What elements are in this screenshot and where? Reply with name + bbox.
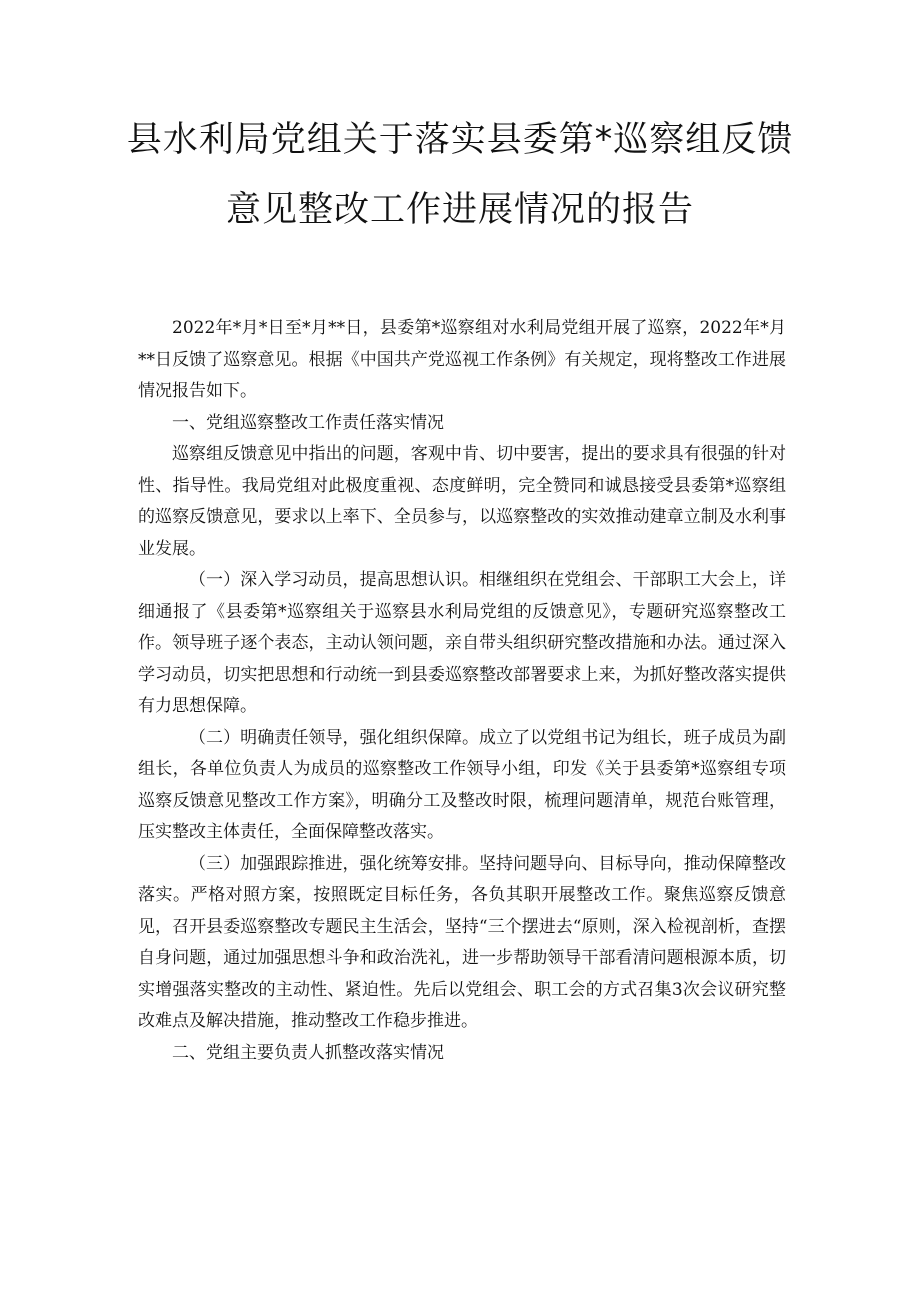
- document-title-line-2: 意见整改工作进展情况的报告: [225, 190, 694, 230]
- document-body: [138, 313, 786, 1069]
- subsection-2-paragraph: （二）明确责任领导，强化组织保障。成立了以党组书记为组长，班子成员为副组长，各单位负责人为成员的巡察整改工作领导小组，印发《关于县委第*巡察组专项巡察反馈意见整改工作方案》，明确分工及整改时限，梳理问题清单，规范台账管理，压实整改主体责任，全面保障整改落实。: [138, 727, 786, 842]
- section-1-paragraph: 巡察组反馈意见中指出的问题，客观中肯、切中要害，提出的要求具有很强的针对性、指导性。我局党组对此极度重视、态度鲜明，完全赞同和诚恳接受县委第*巡察组的巡察反馈意见，要求以上率下、全员参与，以巡察整改的实效推动建章立制及水利事业发展。: [138, 444, 786, 559]
- section-heading-1: 一、党组巡察整改工作责任落实情况: [172, 412, 444, 433]
- intro-paragraph: 2022年*月*日至*月**日，县委第*巡察组对水利局党组开展了巡察，2022年*月**日反馈了巡察意见。根据《中国共产党巡视工作条例》有关规定，现将整改工作进展情况报告如下。: [138, 318, 786, 401]
- document-title-line-1: 县水利局党组关于落实县委第*巡察组反馈: [126, 120, 794, 160]
- subsection-3-paragraph: （三）加强跟踪推进，强化统筹安排。坚持问题导向、目标导向，推动保障整改落实。严格对照方案，按照既定目标任务，各负其职开展整改工作。聚焦巡察反馈意见，召开县委巡察整改专题民主生活会，坚持“三个摆进去“原则，深入检视剖析，查摆自身问题，通过加强思想斗争和政治洗礼，进一步帮助领导干部看清问题根源本质，切实增强落实整改的主动性、紧迫性。先后以党组会、职工会的方式召集3次会议研究整改难点及解决措施，推动整改工作稳步推进。: [138, 853, 786, 1031]
- section-heading-2: 二、党组主要负责人抓整改落实情况: [172, 1042, 444, 1063]
- subsection-1-paragraph: （一）深入学习动员，提高思想认识。相继组织在党组会、干部职工大会上，详细通报了《县委第*巡察组关于巡察县水利局党组的反馈意见》，专题研究巡察整改工作。领导班子逐个表态，主动认领问题，亲自带头组织研究整改措施和办法。通过深入学习动员，切实把思想和行动统一到县委巡察整改部署要求上来，为抓好整改落实提供有力思想保障。: [138, 570, 786, 716]
